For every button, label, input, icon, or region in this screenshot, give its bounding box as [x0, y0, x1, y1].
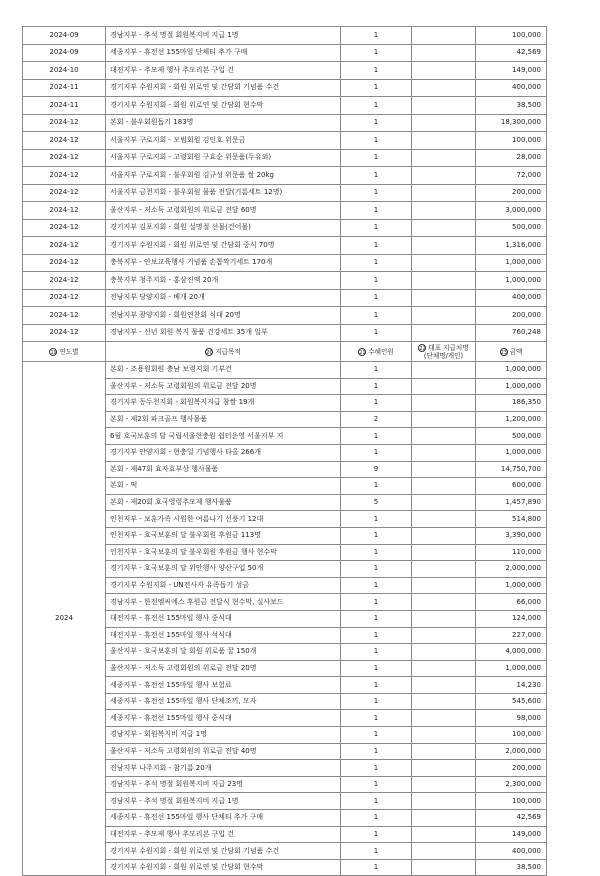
- date-cell: 2024-11: [23, 97, 106, 115]
- table-row: [23, 324, 547, 342]
- amount-cell: 18,300,000: [476, 114, 547, 132]
- date-cell: 2024-11: [23, 79, 106, 97]
- purpose-cell: 세종지부 - 휴전선 155마일 행사 중식대: [106, 710, 341, 727]
- table-row: [23, 114, 547, 132]
- purpose-cell: 경남지부 - 한전엠씨에스 후원금 전달식 현수막, 실사보드: [106, 594, 341, 611]
- count-cell: 1: [341, 577, 412, 594]
- purpose-cell: 경기지부 안양지회 - 현충일 기념행사 타올 266개: [106, 444, 341, 461]
- representative-cell: [412, 743, 476, 760]
- representative-cell: [412, 307, 476, 325]
- count-cell: 1: [341, 79, 412, 97]
- purpose-cell: 울산지부 - 저소득 고령회원의 위로금 전달 20명: [106, 378, 341, 395]
- purpose-cell: 서울지부 금천지회 - 불우회원 물품 전달(기름세트 12명): [106, 184, 341, 202]
- purpose-cell: 경기지부 김포지회 - 회원 설명절 선물(건어물): [106, 219, 341, 237]
- representative-cell: [412, 202, 476, 220]
- table-row: [23, 289, 547, 307]
- representative-cell: [412, 478, 476, 495]
- representative-cell: [412, 527, 476, 544]
- purpose-cell: 경남지부 - 추석 명절 회원복지비 지급 23명: [106, 776, 341, 793]
- count-cell: 1: [341, 219, 412, 237]
- representative-cell: [412, 79, 476, 97]
- date-cell: 2024-12: [23, 219, 106, 237]
- representative-cell: [412, 793, 476, 810]
- representative-cell: [412, 544, 476, 561]
- count-cell: 1: [341, 362, 412, 379]
- purpose-cell: 충북지부 청주지회 - 홍삼진액 20개: [106, 272, 341, 290]
- representative-cell: [412, 395, 476, 412]
- circled-number-icon: 22: [419, 345, 426, 352]
- purpose-cell: 본회 - 제20회 호국영령추모제 행사물품: [106, 494, 341, 511]
- count-cell: 1: [341, 610, 412, 627]
- date-cell: 2024-12: [23, 272, 106, 290]
- amount-cell: 100,000: [476, 27, 547, 45]
- representative-cell: [412, 254, 476, 272]
- amount-cell: 149,000: [476, 826, 547, 843]
- amount-cell: 38,500: [476, 859, 547, 876]
- date-cell: 2024-12: [23, 254, 106, 272]
- amount-cell: 1,457,890: [476, 494, 547, 511]
- amount-cell: 200,000: [476, 307, 547, 325]
- count-cell: 1: [341, 743, 412, 760]
- amount-cell: 600,000: [476, 478, 547, 495]
- header-beneficiaries-label: 수혜인원: [368, 347, 394, 356]
- representative-cell: [412, 461, 476, 478]
- amount-cell: 500,000: [476, 219, 547, 237]
- table-row: [23, 237, 547, 255]
- representative-cell: [412, 511, 476, 528]
- purpose-cell: 6월 호국보훈의 달 국립서울현충원 쉼터운영 서울지부 지: [106, 428, 341, 445]
- representative-cell: [412, 810, 476, 827]
- header-representative-label: 대표 지급처명 (단체명/개인): [423, 343, 469, 360]
- purpose-cell: 서울지부 구로지회 - 고령회원 구효순 위문품(두유외): [106, 149, 341, 167]
- amount-cell: 1,000,000: [476, 444, 547, 461]
- date-cell: 2024-12: [23, 114, 106, 132]
- date-cell: 2024-12: [23, 202, 106, 220]
- table-row: [23, 97, 547, 115]
- table-row: [23, 79, 547, 97]
- count-cell: 1: [341, 149, 412, 167]
- count-cell: 1: [341, 810, 412, 827]
- representative-cell: [412, 494, 476, 511]
- date-cell: 2024-12: [23, 289, 106, 307]
- representative-cell: [412, 219, 476, 237]
- year-cell: 2024: [23, 362, 106, 876]
- representative-cell: [412, 776, 476, 793]
- count-cell: 1: [341, 378, 412, 395]
- purpose-cell: 경남지부 - 추석 명절 회원복지비 지급 1명: [106, 27, 341, 45]
- amount-cell: 200,000: [476, 184, 547, 202]
- count-cell: 1: [341, 324, 412, 342]
- count-cell: 1: [341, 272, 412, 290]
- amount-cell: 2,000,000: [476, 561, 547, 578]
- representative-cell: [412, 826, 476, 843]
- count-cell: 9: [341, 461, 412, 478]
- representative-cell: [412, 710, 476, 727]
- table-row: [23, 167, 547, 185]
- representative-cell: [412, 167, 476, 185]
- count-cell: 1: [341, 27, 412, 45]
- table-header-section: [23, 342, 547, 362]
- representative-cell: [412, 324, 476, 342]
- purpose-cell: 인천지부 - 호국보훈의 달 불우회원 후원금 행사 현수막: [106, 544, 341, 561]
- amount-cell: 110,000: [476, 544, 547, 561]
- purpose-cell: 울산지부 - 저소득 고령회원의 위로금 전달 40명: [106, 743, 341, 760]
- table-row: [23, 362, 547, 379]
- representative-cell: [412, 660, 476, 677]
- amount-cell: 100,000: [476, 727, 547, 744]
- purpose-cell: 경기지부 수원지회 - 회원 위로연 및 간담회 기념품 수건: [106, 843, 341, 860]
- count-cell: 1: [341, 167, 412, 185]
- count-cell: 1: [341, 544, 412, 561]
- table-row: [23, 307, 547, 325]
- purpose-cell: 인천지부 - 보훈가족 시원한 여름나기 선풍기 12대: [106, 511, 341, 528]
- table-row: [23, 44, 547, 62]
- purpose-cell: 울산지부 - 호국보훈의 달 회원 위로품 꿀 150개: [106, 644, 341, 661]
- amount-cell: 1,316,000: [476, 237, 547, 255]
- amount-cell: 400,000: [476, 289, 547, 307]
- count-cell: 1: [341, 843, 412, 860]
- amount-cell: 2,300,000: [476, 776, 547, 793]
- purpose-cell: 대전지부 - 추모제 행사 추모리본 구입 건: [106, 826, 341, 843]
- amount-cell: 3,390,000: [476, 527, 547, 544]
- date-cell: 2024-12: [23, 149, 106, 167]
- amount-cell: 186,350: [476, 395, 547, 412]
- header-beneficiaries: [341, 342, 412, 362]
- table-row: [23, 272, 547, 290]
- purpose-cell: 본회 - 떡: [106, 478, 341, 495]
- table-row: [23, 149, 547, 167]
- count-cell: 5: [341, 494, 412, 511]
- representative-cell: [412, 411, 476, 428]
- representative-cell: [412, 289, 476, 307]
- count-cell: 1: [341, 561, 412, 578]
- count-cell: 1: [341, 710, 412, 727]
- purpose-cell: 경기지부 수원지회 - 회원 위로연 및 간담회 현수막: [106, 859, 341, 876]
- amount-cell: 98,000: [476, 710, 547, 727]
- purpose-cell: 경남지부 - 회원복지비 지급 1명: [106, 727, 341, 744]
- purpose-cell: 전남지부 광양지회 - 회원연찬회 식대 20명: [106, 307, 341, 325]
- representative-cell: [412, 727, 476, 744]
- date-cell: 2024-12: [23, 324, 106, 342]
- count-cell: 1: [341, 594, 412, 611]
- representative-cell: [412, 44, 476, 62]
- count-cell: 1: [341, 859, 412, 876]
- count-cell: 1: [341, 478, 412, 495]
- date-cell: 2024-10: [23, 62, 106, 80]
- amount-cell: 1,000,000: [476, 254, 547, 272]
- count-cell: 1: [341, 428, 412, 445]
- count-cell: 1: [341, 727, 412, 744]
- amount-cell: 545,600: [476, 693, 547, 710]
- purpose-cell: 경기지부 수원지회 - 회원 위로연 및 간담회 기념품 수건: [106, 79, 341, 97]
- representative-cell: [412, 577, 476, 594]
- amount-cell: 500,000: [476, 428, 547, 445]
- count-cell: 2: [341, 411, 412, 428]
- purpose-cell: 경남지부 - 신년 회원 복지 물품 건강세트 35개 일부: [106, 324, 341, 342]
- count-cell: 1: [341, 644, 412, 661]
- date-cell: 2024-12: [23, 237, 106, 255]
- purpose-cell: 경기지부 동두천지회 - 회원복지지급 참쌀 19개: [106, 395, 341, 412]
- count-cell: 1: [341, 44, 412, 62]
- purpose-cell: 본회 - 제2회 파크골프 행사물품: [106, 411, 341, 428]
- representative-cell: [412, 693, 476, 710]
- amount-cell: 42,569: [476, 44, 547, 62]
- count-cell: 1: [341, 511, 412, 528]
- amount-cell: 124,000: [476, 610, 547, 627]
- representative-cell: [412, 272, 476, 290]
- purpose-cell: 경남지부 - 추석 명절 회원복지비 지급 1명: [106, 793, 341, 810]
- count-cell: 1: [341, 760, 412, 777]
- representative-cell: [412, 561, 476, 578]
- purpose-cell: 세종지부 - 휴전선 155마일 단체티 추가 구매: [106, 44, 341, 62]
- date-cell: 2024-12: [23, 307, 106, 325]
- purpose-cell: 세종지부 - 휴전선 155마일 행사 단체조끼, 모자: [106, 693, 341, 710]
- purpose-cell: 경기지부 수원지회 - UN전사자 유족돕기 성금: [106, 577, 341, 594]
- representative-cell: [412, 627, 476, 644]
- representative-cell: [412, 594, 476, 611]
- header-amount-label: 금액: [509, 347, 523, 356]
- purpose-cell: 경기지부 수원지회 - 회원 위로연 및 간담회 중식 70명: [106, 237, 341, 255]
- count-cell: 1: [341, 660, 412, 677]
- table-row: [23, 27, 547, 45]
- count-cell: 1: [341, 62, 412, 80]
- count-cell: 1: [341, 826, 412, 843]
- count-cell: 1: [341, 289, 412, 307]
- count-cell: 1: [341, 793, 412, 810]
- representative-cell: [412, 610, 476, 627]
- purpose-cell: 전남지부 나주지회 - 참기름 20개: [106, 760, 341, 777]
- amount-cell: 100,000: [476, 132, 547, 150]
- purpose-cell: 본회 - 불우회원돕기 183명: [106, 114, 341, 132]
- purpose-cell: 본회 - 제47회 효자효부상 행사물품: [106, 461, 341, 478]
- amount-cell: 4,000,000: [476, 644, 547, 661]
- representative-cell: [412, 760, 476, 777]
- amount-cell: 14,230: [476, 677, 547, 694]
- representative-cell: [412, 97, 476, 115]
- amount-cell: 1,000,000: [476, 378, 547, 395]
- table-top-section: [23, 27, 547, 342]
- representative-cell: [412, 114, 476, 132]
- count-cell: 1: [341, 444, 412, 461]
- header-purpose: [106, 342, 341, 362]
- purpose-cell: 세종지부 - 휴전선 155마일 행사 보험료: [106, 677, 341, 694]
- amount-cell: 28,000: [476, 149, 547, 167]
- amount-cell: 2,000,000: [476, 743, 547, 760]
- count-cell: 1: [341, 254, 412, 272]
- purpose-cell: 대전지부 - 추모제 행사 추모리본 구입 건: [106, 62, 341, 80]
- amount-cell: 400,000: [476, 79, 547, 97]
- representative-cell: [412, 444, 476, 461]
- representative-cell: [412, 644, 476, 661]
- representative-cell: [412, 27, 476, 45]
- purpose-cell: 울산지부 - 저소득 고령회원의 위로금 전달 20명: [106, 660, 341, 677]
- purpose-cell: 서울지부 구로지회 - 모범회원 김인호 위문금: [106, 132, 341, 150]
- circled-number-icon: 19: [50, 349, 57, 356]
- representative-cell: [412, 428, 476, 445]
- table-row: [23, 254, 547, 272]
- count-cell: 1: [341, 395, 412, 412]
- representative-cell: [412, 132, 476, 150]
- count-cell: 1: [341, 693, 412, 710]
- table-row: [23, 219, 547, 237]
- count-cell: 1: [341, 132, 412, 150]
- header-row: [23, 342, 547, 362]
- date-cell: 2024-09: [23, 27, 106, 45]
- table-row: [23, 132, 547, 150]
- amount-cell: 100,000: [476, 793, 547, 810]
- amount-cell: 1,000,000: [476, 660, 547, 677]
- purpose-cell: 서울지부 구로지회 - 불우회원 김규성 위문품 쌀 20kg: [106, 167, 341, 185]
- table-row: [23, 62, 547, 80]
- amount-cell: 514,800: [476, 511, 547, 528]
- table-bottom-section: [23, 362, 547, 876]
- representative-cell: [412, 843, 476, 860]
- count-cell: 1: [341, 677, 412, 694]
- amount-cell: 66,000: [476, 594, 547, 611]
- count-cell: 1: [341, 97, 412, 115]
- purpose-cell: 경기지부 - 호국보훈의 달 위안행사 양산구입 50개: [106, 561, 341, 578]
- representative-cell: [412, 237, 476, 255]
- purpose-cell: 세종지부 - 휴전선 155마일 행사 단체티 추가 구매: [106, 810, 341, 827]
- purpose-cell: 충북지부 - 안보교육행사 기념품 손톱깍기세트 170개: [106, 254, 341, 272]
- amount-cell: 400,000: [476, 843, 547, 860]
- header-purpose-label: 지급목적: [215, 347, 241, 356]
- count-cell: 1: [341, 527, 412, 544]
- count-cell: 1: [341, 307, 412, 325]
- table-row: [23, 202, 547, 220]
- representative-cell: [412, 62, 476, 80]
- amount-cell: 42,569: [476, 810, 547, 827]
- amount-cell: 149,000: [476, 62, 547, 80]
- count-cell: 1: [341, 184, 412, 202]
- table-row: [23, 184, 547, 202]
- representative-cell: [412, 859, 476, 876]
- purpose-cell: 본회 - 조용원회원 충남 보령지회 기부건: [106, 362, 341, 379]
- count-cell: 1: [341, 776, 412, 793]
- count-cell: 1: [341, 237, 412, 255]
- purpose-cell: 전남지부 당양지회 - 베개 20개: [106, 289, 341, 307]
- amount-cell: 1,200,000: [476, 411, 547, 428]
- header-year: [23, 342, 106, 362]
- representative-cell: [412, 362, 476, 379]
- header-amount: [476, 342, 547, 362]
- header-representative: [412, 342, 476, 362]
- count-cell: 1: [341, 627, 412, 644]
- representative-cell: [412, 378, 476, 395]
- count-cell: 1: [341, 114, 412, 132]
- amount-cell: 1,000,000: [476, 577, 547, 594]
- date-cell: 2024-12: [23, 132, 106, 150]
- representative-cell: [412, 677, 476, 694]
- date-cell: 2024-09: [23, 44, 106, 62]
- amount-cell: 227,000: [476, 627, 547, 644]
- representative-cell: [412, 149, 476, 167]
- date-cell: 2024-12: [23, 167, 106, 185]
- amount-cell: 200,000: [476, 760, 547, 777]
- amount-cell: 1,000,000: [476, 362, 547, 379]
- amount-cell: 1,000,000: [476, 272, 547, 290]
- purpose-cell: 대전지부 - 휴전선 155마일 행사 석식대: [106, 627, 341, 644]
- amount-cell: 14,750,700: [476, 461, 547, 478]
- amount-cell: 38,500: [476, 97, 547, 115]
- amount-cell: 3,000,000: [476, 202, 547, 220]
- purpose-cell: 울산지부 - 저소득 고령회원의 위로금 전달 60명: [106, 202, 341, 220]
- purpose-cell: 인천지부 - 호국보훈의 달 불우회원 후원금 113명: [106, 527, 341, 544]
- circled-number-icon: 20: [206, 349, 213, 356]
- circled-number-icon: 21: [359, 349, 366, 356]
- count-cell: 1: [341, 202, 412, 220]
- representative-cell: [412, 184, 476, 202]
- header-year-label: 연도별: [59, 347, 79, 356]
- purpose-cell: 대전지부 - 휴전선 155마일 행사 중식대: [106, 610, 341, 627]
- date-cell: 2024-12: [23, 184, 106, 202]
- amount-cell: 760,248: [476, 324, 547, 342]
- purpose-cell: 경기지부 수원지회 - 회원 위로연 및 간담회 현수막: [106, 97, 341, 115]
- amount-cell: 72,000: [476, 167, 547, 185]
- donation-table: [22, 26, 547, 876]
- circled-number-icon: 23: [500, 349, 507, 356]
